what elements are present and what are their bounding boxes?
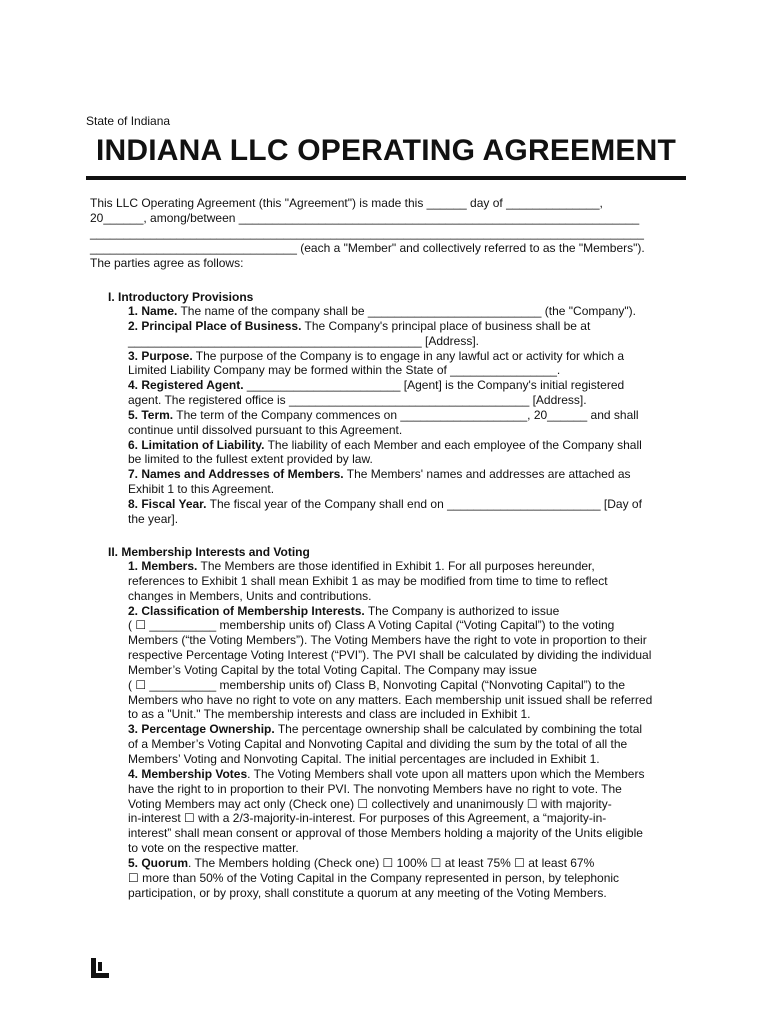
clause-text: references to Exhibit 1 shall mean Exhibit 1 as may be modified from time to time to reflect [128, 573, 608, 588]
text-line [128, 767, 683, 782]
clause-label: 2. Classification of Membership Interests. [128, 603, 365, 618]
text-line [128, 378, 683, 393]
text-line [128, 467, 683, 482]
state-label: State of Indiana [86, 114, 171, 128]
clause-label: 5. Term. [128, 407, 174, 422]
clause-label: 2. Principal Place of Business. [128, 318, 302, 333]
clause-text: The name of the company shall be __________________________ (the "Company"). [177, 304, 636, 318]
intro-line: This LLC Operating Agreement (this "Agreement") is made this ______ day of ______________, [90, 196, 603, 210]
text-line [128, 349, 683, 364]
text-line [128, 797, 683, 812]
text-line [128, 589, 683, 604]
clause-text: Members who have no right to vote on any matters. Each membership unit issued shall be referred [128, 692, 653, 707]
section-heading-introductory: I. Introductory Provisions [108, 290, 254, 304]
clause-text: The term of the Company commences on ___________________, 20______ and shall [173, 407, 639, 422]
text-line [128, 678, 683, 693]
text-line [128, 856, 683, 871]
clause-text: Members’ Voting and Nonvoting Capital. The initial percentages are included in Exhibit 1. [128, 751, 600, 766]
clause-text: ☐ more than 50% of the Voting Capital in the Company represented in person, by telephonic [128, 870, 620, 885]
clause-text: Member’s Voting Capital by the total Voting Capital. The Company may issue [128, 662, 537, 677]
title-rule [86, 176, 686, 180]
intro-line: ___________________________________________________________________________________ [90, 226, 644, 240]
clause-text: have the right to in proportion to their PVI. The nonvoting Members have no right to vote. The [128, 781, 622, 796]
clause-label: 3. Purpose. [128, 348, 193, 363]
text-line [128, 707, 683, 722]
clause-text: of a Member’s Voting Capital and Nonvoting Capital and dividing the sum by the total of all the [128, 737, 628, 752]
clause-text: to as a "Unit." The membership interests and class are included in Exhibit 1. [128, 707, 531, 722]
section-body-introductory [128, 304, 683, 527]
intro-line: The parties agree as follows: [90, 256, 244, 270]
text-line [128, 618, 683, 633]
clause-text: . The Members holding (Check one) ☐ 100% ☐ at least 75% ☐ at least 67% [188, 855, 595, 870]
intro-line: _______________________________ (each a "Member" and collectively referred to as the "Members"). [90, 241, 645, 255]
text-line [128, 363, 683, 378]
clause-label: 3. Percentage Ownership. [128, 722, 275, 737]
clause-label: 7. Names and Addresses of Members. [128, 467, 344, 482]
text-line [128, 886, 683, 901]
clause-text: _______________________ [Agent] is the Company's initial registered [243, 378, 625, 393]
text-line [128, 648, 683, 663]
text-line [128, 722, 683, 737]
clause-text: participation, or by proxy, shall constitute a quorum at any meeting of the Voting Members. [128, 885, 607, 900]
text-line [128, 811, 683, 826]
clause-text: The Members are those identified in Exhibit 1. For all purposes hereunder, [197, 559, 595, 573]
clause-text: Limited Liability Company may be formed within the State of ________________. [128, 363, 561, 378]
text-line [128, 633, 683, 648]
text-line [128, 752, 683, 767]
clause-label: 4. Registered Agent. [128, 378, 244, 393]
text-line [128, 438, 683, 453]
intro-paragraph [90, 196, 680, 271]
text-line [128, 737, 683, 752]
clause-text: . The Voting Members shall vote upon all matters upon which the Members [247, 766, 645, 781]
clause-text: The fiscal year of the Company shall end on _______________________ [Day of [206, 496, 642, 511]
clause-text: agent. The registered office is ____________________________________ [Address]. [128, 393, 587, 408]
text-line [128, 604, 683, 619]
clause-text: interest” shall mean consent or approval of those Members holding a majority of the Units eligible [128, 826, 643, 841]
text-line [128, 334, 683, 349]
clause-text: The Company is authorized to issue [364, 603, 560, 618]
clause-text: The liability of each Member and each employee of the Company shall [264, 437, 642, 452]
clause-text: changes in Members, Units and contributions. [128, 588, 372, 603]
clause-text: respective Percentage Voting Interest (“PVI”). The PVI shall be calculated by dividing the individual [128, 648, 652, 663]
text-line [128, 423, 683, 438]
clause-text: The Members' names and addresses are attached as [343, 467, 631, 482]
text-line [128, 693, 683, 708]
clause-text: ( ☐ __________ membership units of) Class A Voting Capital (“Voting Capital”) to the voting [128, 618, 615, 633]
clause-text: to vote on the respective matter. [128, 841, 299, 856]
section-body-membership [128, 559, 683, 900]
clause-label: 6. Limitation of Liability. [128, 437, 265, 452]
clause-text: ____________________________________________ [Address]. [128, 333, 480, 348]
text-line [128, 408, 683, 423]
text-line [128, 304, 683, 319]
clause-text: The purpose of the Company is to engage in any lawful act or activity for which a [192, 348, 625, 363]
clause-label: 8. Fiscal Year. [128, 496, 207, 511]
text-line [128, 559, 683, 574]
clause-text: Exhibit 1 to this Agreement. [128, 482, 275, 497]
text-line [128, 452, 683, 467]
clause-text: be limited to the fullest extent provided by law. [128, 452, 373, 467]
text-line [128, 871, 683, 886]
clause-text: the year]. [128, 511, 179, 526]
clause-label: 4. Membership Votes [128, 766, 248, 781]
text-line [128, 663, 683, 678]
text-line [128, 574, 683, 589]
intro-line: 20______, among/between ____________________________________________________________ [90, 211, 640, 225]
clause-label: 1. Name. [128, 304, 178, 318]
text-line [128, 482, 683, 497]
text-line [128, 826, 683, 841]
text-line [128, 319, 683, 334]
clause-text: Voting Members may act only (Check one) ☐ collectively and unanimously ☐ with majority- [128, 796, 612, 811]
section-heading-membership: II. Membership Interests and Voting [108, 545, 310, 559]
clause-label: 5. Quorum [128, 855, 189, 870]
clause-text: The Company's principal place of business shall be at [301, 318, 591, 333]
clause-text: in-interest ☐ with a 2/3-majority-in-interest. For purposes of this Agreement, a “majority-in- [128, 811, 607, 826]
text-line [128, 393, 683, 408]
clause-text: The percentage ownership shall be calculated by combining the total [274, 722, 643, 737]
text-line [128, 512, 683, 527]
text-line [128, 497, 683, 512]
clause-text: continue until dissolved pursuant to this Agreement. [128, 422, 403, 437]
lawdistrict-logo-icon [90, 958, 110, 978]
clause-text: Members (“the Voting Members”). The Voting Members have the right to vote in proportion to their [128, 633, 647, 648]
clause-label: 1. Members. [128, 559, 198, 573]
text-line [128, 782, 683, 797]
text-line [128, 841, 683, 856]
document-title: INDIANA LLC OPERATING AGREEMENT [95, 134, 677, 167]
clause-text: ( ☐ __________ membership units of) Class B, Nonvoting Capital (“Nonvoting Capital”) to the [128, 677, 626, 692]
